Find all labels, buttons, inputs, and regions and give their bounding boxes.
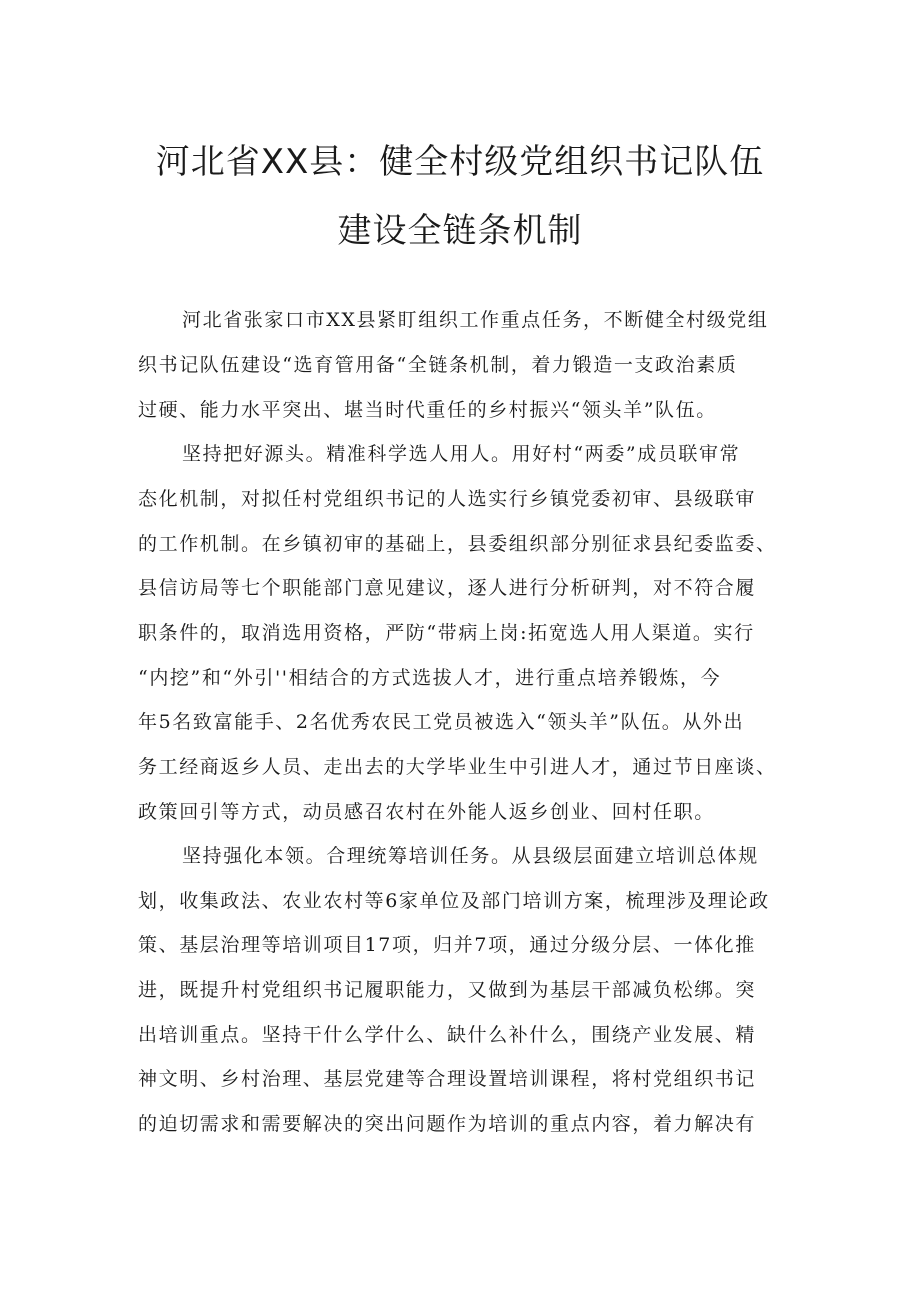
paragraph-2-line-3: 的工作机制。在乡镇初审的基础上，县委组织部分别征求县纪委监委、: [138, 533, 777, 555]
paragraph-1-line-3: 过硬、能力水平突出、堪当时代重任的乡村振兴“领头羊”队伍。: [138, 399, 717, 421]
paragraph-3-line-2: 划，收集政法、农业农村等6家单位及部门培训方案，梳理涉及理论政: [138, 890, 770, 912]
paragraph-3-line-7: 的迫切需求和需要解决的突出问题作为培训的重点内容，着力解决有: [138, 1113, 757, 1135]
paragraph-1-line-2: 织书记队伍建设“选育管用备“全链条机制，着力锻造一支政治素质: [138, 354, 738, 376]
paragraph-2-line-5: 职条件的，取消选用资格，严防“带病上岗:拓宽选人用人渠道。实行: [138, 622, 755, 644]
paragraph-2-line-1: 坚持把好源头。精准科学选人用人。用好村“两委”成员联审常: [182, 443, 741, 465]
paragraph-2-line-8: 务工经商返乡人员、走出去的大学毕业生中引进人才，通过节日座谈、: [138, 756, 777, 778]
paragraph-1-line-1: 河北省张家口市XX县紧盯组织工作重点任务，不断健全村级党组: [182, 309, 769, 331]
paragraph-3-line-3: 策、基层治理等培训项目17项，归并7项，通过分级分层、一体化推: [138, 934, 756, 956]
paragraph-3-line-5: 出培训重点。坚持干什么学什么、缺什么补什么，围绕产业发展、精: [138, 1024, 757, 1046]
paragraph-2-line-6: “内挖”和“外引''相结合的方式选拔人才，进行重点培养锻炼，今: [138, 667, 722, 689]
paragraph-2-line-4: 县信访局等七个职能部门意见建议，逐人进行分析研判，对不符合履: [138, 577, 757, 599]
paragraph-2-line-2: 态化机制，对拟任村党组织书记的人选实行乡镇党委初审、县级联审: [138, 488, 757, 510]
paragraph-3-line-4: 进，既提升村党组织书记履职能力，又做到为基层干部减负松绑。突: [138, 979, 757, 1001]
paragraph-3-line-1: 坚持强化本领。合理统筹培训任务。从县级层面建立培训总体规: [182, 845, 759, 867]
paragraph-3-line-6: 神文明、乡村治理、基层党建等合理设置培训课程，将村党组织书记: [138, 1068, 757, 1090]
document-title-line-2: 建设全链条机制: [337, 211, 583, 251]
paragraph-2-line-9: 政策回引等方式，动员感召农村在外能人返乡创业、回村任职。: [138, 801, 715, 823]
document-title-line-1: 河北省XX县：健全村级党组织书记队伍: [155, 142, 765, 182]
paragraph-2-line-7: 年5名致富能手、2名优秀农民工党员被选入“领头羊”队伍。从外出: [138, 711, 745, 733]
